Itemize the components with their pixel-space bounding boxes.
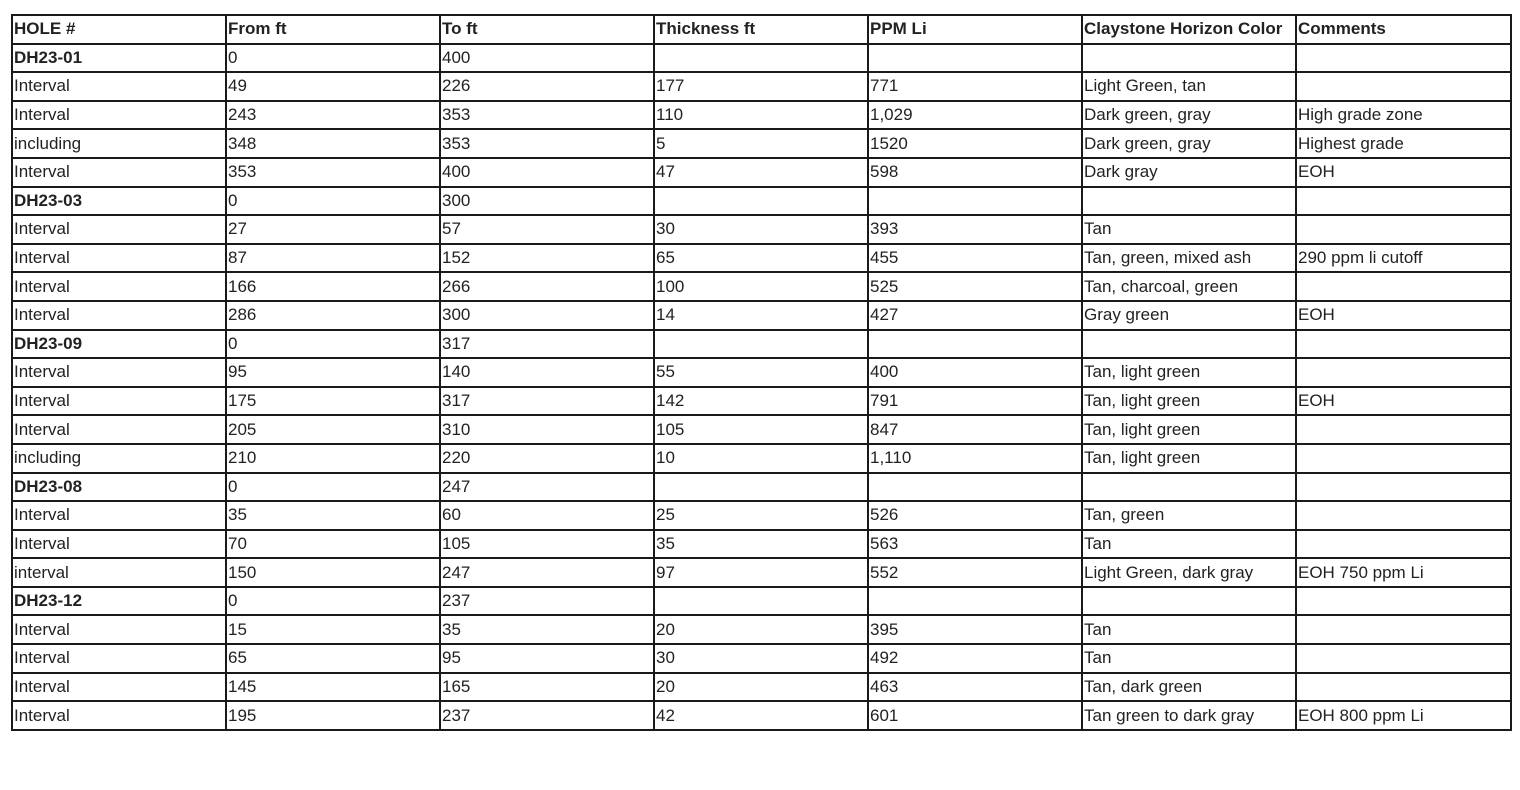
cell-comments bbox=[1296, 215, 1511, 244]
cell-ppm-li: 525 bbox=[868, 272, 1082, 301]
header-row bbox=[12, 15, 1511, 44]
interval-row bbox=[12, 701, 1511, 730]
header-comments: Comments bbox=[1296, 15, 1511, 44]
hole-row bbox=[12, 44, 1511, 73]
cell-to-ft: 226 bbox=[440, 72, 654, 101]
cell-comments: High grade zone bbox=[1296, 101, 1511, 130]
cell-to-ft: 220 bbox=[440, 444, 654, 473]
interval-row bbox=[12, 101, 1511, 130]
interval-row bbox=[12, 387, 1511, 416]
cell-to-ft: 35 bbox=[440, 615, 654, 644]
cell-to-ft: 165 bbox=[440, 673, 654, 702]
cell-comments: EOH 800 ppm Li bbox=[1296, 701, 1511, 730]
cell-hole-number: Interval bbox=[12, 272, 226, 301]
cell-comments bbox=[1296, 272, 1511, 301]
cell-to-ft: 105 bbox=[440, 530, 654, 559]
cell-from-ft: 195 bbox=[226, 701, 440, 730]
cell-ppm-li: 1520 bbox=[868, 129, 1082, 158]
cell-claystone-color bbox=[1082, 473, 1296, 502]
cell-hole-number: DH23-09 bbox=[12, 330, 226, 359]
interval-row bbox=[12, 272, 1511, 301]
cell-ppm-li: 598 bbox=[868, 158, 1082, 187]
cell-comments bbox=[1296, 358, 1511, 387]
interval-row bbox=[12, 158, 1511, 187]
cell-ppm-li bbox=[868, 44, 1082, 73]
interval-row bbox=[12, 673, 1511, 702]
cell-from-ft: 210 bbox=[226, 444, 440, 473]
cell-thickness-ft: 47 bbox=[654, 158, 868, 187]
cell-claystone-color bbox=[1082, 187, 1296, 216]
cell-to-ft: 300 bbox=[440, 301, 654, 330]
cell-thickness-ft: 97 bbox=[654, 558, 868, 587]
cell-ppm-li: 1,110 bbox=[868, 444, 1082, 473]
cell-ppm-li: 1,029 bbox=[868, 101, 1082, 130]
cell-claystone-color: Tan, green bbox=[1082, 501, 1296, 530]
cell-from-ft: 150 bbox=[226, 558, 440, 587]
cell-thickness-ft: 65 bbox=[654, 244, 868, 273]
cell-to-ft: 60 bbox=[440, 501, 654, 530]
cell-from-ft: 0 bbox=[226, 187, 440, 216]
cell-hole-number: Interval bbox=[12, 415, 226, 444]
cell-hole-number: DH23-03 bbox=[12, 187, 226, 216]
cell-to-ft: 237 bbox=[440, 587, 654, 616]
cell-from-ft: 243 bbox=[226, 101, 440, 130]
cell-claystone-color: Tan green to dark gray bbox=[1082, 701, 1296, 730]
drillhole-results-sheet bbox=[11, 14, 1512, 731]
cell-from-ft: 348 bbox=[226, 129, 440, 158]
cell-ppm-li: 847 bbox=[868, 415, 1082, 444]
cell-thickness-ft bbox=[654, 330, 868, 359]
cell-to-ft: 140 bbox=[440, 358, 654, 387]
cell-hole-number: Interval bbox=[12, 673, 226, 702]
cell-comments bbox=[1296, 501, 1511, 530]
cell-ppm-li: 563 bbox=[868, 530, 1082, 559]
cell-ppm-li: 400 bbox=[868, 358, 1082, 387]
cell-claystone-color: Dark green, gray bbox=[1082, 101, 1296, 130]
cell-hole-number: Interval bbox=[12, 244, 226, 273]
cell-ppm-li: 463 bbox=[868, 673, 1082, 702]
interval-row bbox=[12, 358, 1511, 387]
cell-ppm-li: 552 bbox=[868, 558, 1082, 587]
cell-claystone-color: Tan, light green bbox=[1082, 444, 1296, 473]
cell-claystone-color: Tan bbox=[1082, 215, 1296, 244]
cell-from-ft: 0 bbox=[226, 44, 440, 73]
cell-claystone-color bbox=[1082, 44, 1296, 73]
cell-claystone-color: Dark gray bbox=[1082, 158, 1296, 187]
cell-ppm-li bbox=[868, 330, 1082, 359]
cell-claystone-color: Tan bbox=[1082, 615, 1296, 644]
cell-thickness-ft bbox=[654, 587, 868, 616]
cell-ppm-li: 791 bbox=[868, 387, 1082, 416]
cell-thickness-ft: 20 bbox=[654, 615, 868, 644]
cell-thickness-ft bbox=[654, 473, 868, 502]
cell-ppm-li: 455 bbox=[868, 244, 1082, 273]
cell-to-ft: 400 bbox=[440, 44, 654, 73]
interval-row bbox=[12, 129, 1511, 158]
cell-hole-number: Interval bbox=[12, 530, 226, 559]
cell-thickness-ft bbox=[654, 187, 868, 216]
cell-from-ft: 87 bbox=[226, 244, 440, 273]
cell-thickness-ft: 30 bbox=[654, 215, 868, 244]
cell-hole-number: Interval bbox=[12, 701, 226, 730]
cell-claystone-color: Tan bbox=[1082, 644, 1296, 673]
header-thickness-ft: Thickness ft bbox=[654, 15, 868, 44]
cell-comments: EOH bbox=[1296, 301, 1511, 330]
cell-thickness-ft: 20 bbox=[654, 673, 868, 702]
cell-to-ft: 237 bbox=[440, 701, 654, 730]
cell-to-ft: 247 bbox=[440, 473, 654, 502]
cell-thickness-ft: 42 bbox=[654, 701, 868, 730]
cell-comments bbox=[1296, 415, 1511, 444]
cell-comments bbox=[1296, 187, 1511, 216]
cell-comments: EOH bbox=[1296, 387, 1511, 416]
cell-from-ft: 175 bbox=[226, 387, 440, 416]
cell-claystone-color: Dark green, gray bbox=[1082, 129, 1296, 158]
interval-row bbox=[12, 530, 1511, 559]
cell-from-ft: 27 bbox=[226, 215, 440, 244]
cell-to-ft: 247 bbox=[440, 558, 654, 587]
interval-row bbox=[12, 615, 1511, 644]
cell-claystone-color: Light Green, dark gray bbox=[1082, 558, 1296, 587]
cell-claystone-color: Tan, light green bbox=[1082, 415, 1296, 444]
cell-thickness-ft: 110 bbox=[654, 101, 868, 130]
cell-comments bbox=[1296, 673, 1511, 702]
cell-from-ft: 65 bbox=[226, 644, 440, 673]
cell-hole-number: interval bbox=[12, 558, 226, 587]
cell-claystone-color: Gray green bbox=[1082, 301, 1296, 330]
drillhole-results-table bbox=[11, 14, 1512, 731]
cell-to-ft: 95 bbox=[440, 644, 654, 673]
cell-to-ft: 317 bbox=[440, 330, 654, 359]
cell-to-ft: 400 bbox=[440, 158, 654, 187]
cell-comments bbox=[1296, 587, 1511, 616]
cell-comments bbox=[1296, 330, 1511, 359]
cell-claystone-color: Tan, green, mixed ash bbox=[1082, 244, 1296, 273]
cell-hole-number: Interval bbox=[12, 215, 226, 244]
cell-thickness-ft: 30 bbox=[654, 644, 868, 673]
interval-row bbox=[12, 644, 1511, 673]
cell-hole-number: Interval bbox=[12, 301, 226, 330]
cell-from-ft: 205 bbox=[226, 415, 440, 444]
cell-thickness-ft: 105 bbox=[654, 415, 868, 444]
cell-thickness-ft: 55 bbox=[654, 358, 868, 387]
interval-row bbox=[12, 301, 1511, 330]
cell-hole-number: Interval bbox=[12, 358, 226, 387]
cell-claystone-color bbox=[1082, 330, 1296, 359]
header-from-ft: From ft bbox=[226, 15, 440, 44]
cell-hole-number: Interval bbox=[12, 615, 226, 644]
cell-claystone-color: Light Green, tan bbox=[1082, 72, 1296, 101]
cell-to-ft: 266 bbox=[440, 272, 654, 301]
cell-ppm-li: 771 bbox=[868, 72, 1082, 101]
cell-hole-number: including bbox=[12, 444, 226, 473]
cell-claystone-color: Tan, light green bbox=[1082, 358, 1296, 387]
cell-from-ft: 0 bbox=[226, 330, 440, 359]
cell-to-ft: 317 bbox=[440, 387, 654, 416]
cell-thickness-ft: 142 bbox=[654, 387, 868, 416]
hole-row bbox=[12, 330, 1511, 359]
cell-to-ft: 152 bbox=[440, 244, 654, 273]
cell-ppm-li bbox=[868, 473, 1082, 502]
header-ppm-li: PPM Li bbox=[868, 15, 1082, 44]
cell-comments: EOH 750 ppm Li bbox=[1296, 558, 1511, 587]
cell-hole-number: Interval bbox=[12, 644, 226, 673]
cell-hole-number: Interval bbox=[12, 501, 226, 530]
cell-comments bbox=[1296, 473, 1511, 502]
cell-claystone-color: Tan bbox=[1082, 530, 1296, 559]
cell-from-ft: 166 bbox=[226, 272, 440, 301]
cell-from-ft: 0 bbox=[226, 473, 440, 502]
cell-from-ft: 15 bbox=[226, 615, 440, 644]
cell-thickness-ft: 10 bbox=[654, 444, 868, 473]
cell-thickness-ft: 25 bbox=[654, 501, 868, 530]
cell-to-ft: 57 bbox=[440, 215, 654, 244]
hole-row bbox=[12, 187, 1511, 216]
cell-claystone-color bbox=[1082, 587, 1296, 616]
interval-row bbox=[12, 501, 1511, 530]
cell-thickness-ft bbox=[654, 44, 868, 73]
cell-to-ft: 353 bbox=[440, 101, 654, 130]
cell-ppm-li: 492 bbox=[868, 644, 1082, 673]
cell-comments bbox=[1296, 530, 1511, 559]
cell-hole-number: DH23-01 bbox=[12, 44, 226, 73]
cell-thickness-ft: 5 bbox=[654, 129, 868, 158]
cell-hole-number: DH23-08 bbox=[12, 473, 226, 502]
cell-claystone-color: Tan, dark green bbox=[1082, 673, 1296, 702]
cell-hole-number: Interval bbox=[12, 101, 226, 130]
cell-thickness-ft: 100 bbox=[654, 272, 868, 301]
cell-from-ft: 70 bbox=[226, 530, 440, 559]
cell-to-ft: 300 bbox=[440, 187, 654, 216]
cell-ppm-li bbox=[868, 587, 1082, 616]
cell-ppm-li bbox=[868, 187, 1082, 216]
cell-ppm-li: 393 bbox=[868, 215, 1082, 244]
cell-ppm-li: 601 bbox=[868, 701, 1082, 730]
header-to-ft: To ft bbox=[440, 15, 654, 44]
cell-claystone-color: Tan, light green bbox=[1082, 387, 1296, 416]
table-body bbox=[12, 44, 1511, 730]
cell-ppm-li: 526 bbox=[868, 501, 1082, 530]
cell-hole-number: DH23-12 bbox=[12, 587, 226, 616]
cell-thickness-ft: 14 bbox=[654, 301, 868, 330]
interval-row bbox=[12, 215, 1511, 244]
hole-row bbox=[12, 587, 1511, 616]
cell-comments bbox=[1296, 444, 1511, 473]
cell-from-ft: 0 bbox=[226, 587, 440, 616]
cell-from-ft: 35 bbox=[226, 501, 440, 530]
cell-comments bbox=[1296, 644, 1511, 673]
cell-comments bbox=[1296, 615, 1511, 644]
cell-claystone-color: Tan, charcoal, green bbox=[1082, 272, 1296, 301]
cell-comments: 290 ppm li cutoff bbox=[1296, 244, 1511, 273]
cell-to-ft: 353 bbox=[440, 129, 654, 158]
cell-to-ft: 310 bbox=[440, 415, 654, 444]
cell-comments bbox=[1296, 44, 1511, 73]
hole-row bbox=[12, 473, 1511, 502]
cell-ppm-li: 427 bbox=[868, 301, 1082, 330]
cell-comments: Highest grade bbox=[1296, 129, 1511, 158]
cell-from-ft: 49 bbox=[226, 72, 440, 101]
header-claystone-color: Claystone Horizon Color bbox=[1082, 15, 1296, 44]
header-hole-number: HOLE # bbox=[12, 15, 226, 44]
cell-hole-number: Interval bbox=[12, 72, 226, 101]
cell-hole-number: Interval bbox=[12, 158, 226, 187]
cell-from-ft: 286 bbox=[226, 301, 440, 330]
cell-comments: EOH bbox=[1296, 158, 1511, 187]
table-header bbox=[12, 15, 1511, 44]
interval-row bbox=[12, 444, 1511, 473]
cell-thickness-ft: 177 bbox=[654, 72, 868, 101]
cell-thickness-ft: 35 bbox=[654, 530, 868, 559]
cell-hole-number: Interval bbox=[12, 387, 226, 416]
cell-hole-number: including bbox=[12, 129, 226, 158]
cell-ppm-li: 395 bbox=[868, 615, 1082, 644]
interval-row bbox=[12, 72, 1511, 101]
cell-from-ft: 353 bbox=[226, 158, 440, 187]
cell-from-ft: 95 bbox=[226, 358, 440, 387]
cell-from-ft: 145 bbox=[226, 673, 440, 702]
interval-row bbox=[12, 558, 1511, 587]
interval-row bbox=[12, 415, 1511, 444]
cell-comments bbox=[1296, 72, 1511, 101]
interval-row bbox=[12, 244, 1511, 273]
